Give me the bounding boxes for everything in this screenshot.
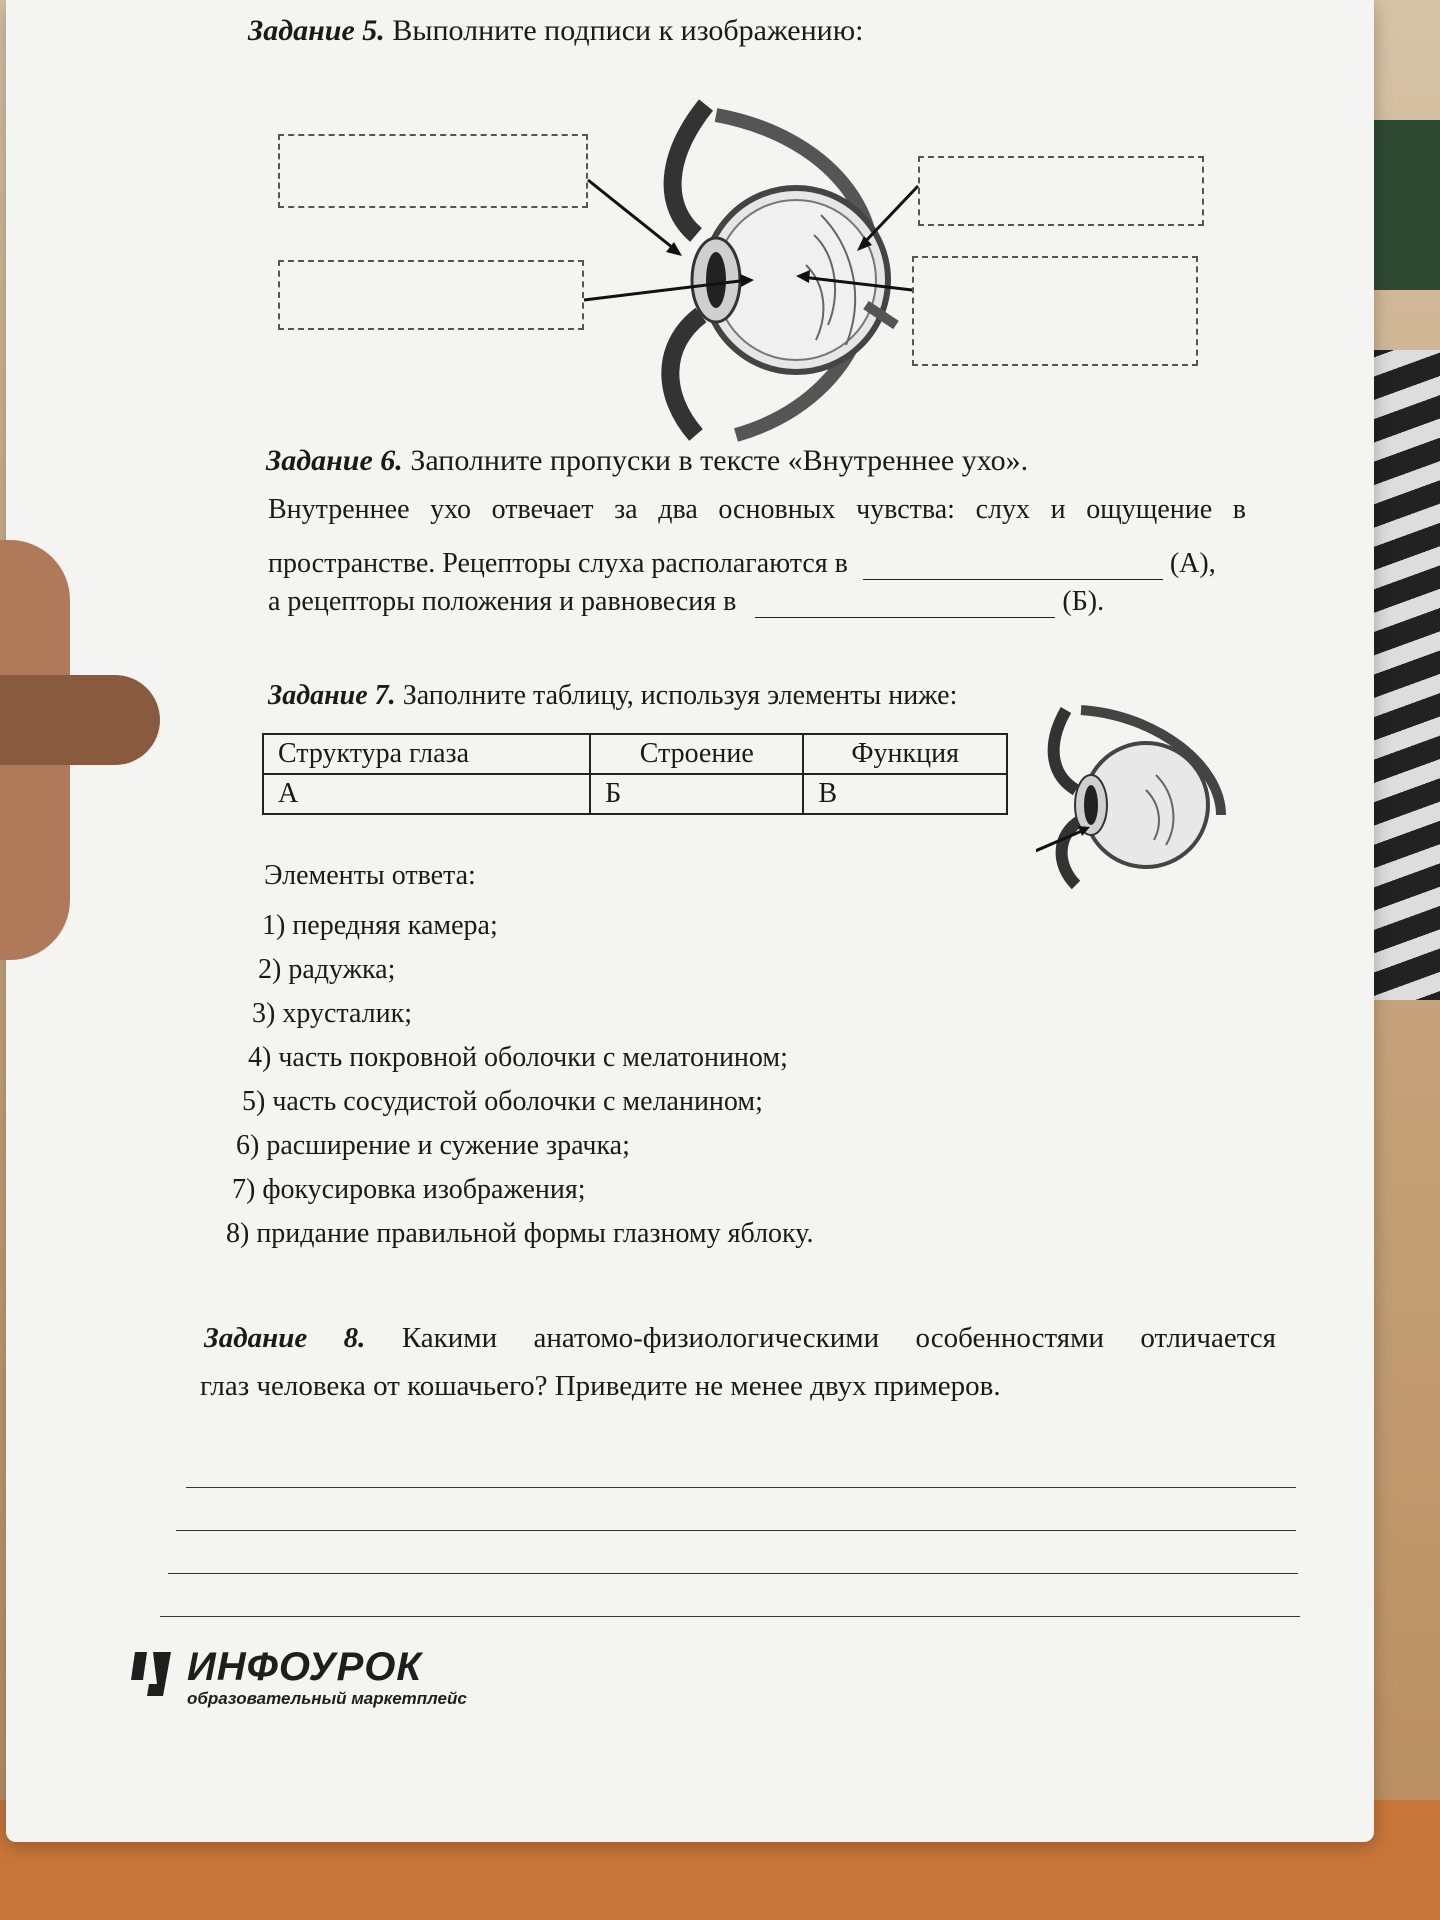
task5-number: Задание 5. bbox=[248, 14, 385, 47]
task8-number: Задание 8. bbox=[204, 1322, 366, 1354]
task6-line3-text: а рецепторы положения и равновесия в bbox=[268, 586, 737, 617]
list-item: 6) расширение и сужение зрачка; bbox=[236, 1130, 630, 1161]
task7-number: Задание 7. bbox=[268, 680, 396, 711]
task8-line1 bbox=[204, 1322, 1276, 1355]
answer-lines bbox=[156, 1445, 1306, 1617]
answer-line[interactable] bbox=[176, 1488, 1296, 1531]
list-item: 7) фокусировка изображения; bbox=[232, 1174, 586, 1205]
task6-line1: Внутреннее ухо отвечает за два основных чувства: слух и ощущение в bbox=[268, 494, 1246, 525]
answer-line[interactable] bbox=[186, 1445, 1296, 1488]
task8-line2: глаз человека от кошачьего? Приведите не менее двух примеров. bbox=[200, 1370, 1001, 1402]
table-cell-v[interactable]: В bbox=[803, 774, 1007, 814]
task7-text: Заполните таблицу, используя элементы ниже: bbox=[402, 680, 958, 711]
task6-heading bbox=[266, 444, 1028, 478]
task7-table bbox=[262, 733, 1008, 815]
answer-line[interactable] bbox=[168, 1531, 1298, 1574]
logo-name: ИНФОУРОК bbox=[187, 1645, 422, 1689]
task6-line3 bbox=[268, 586, 1248, 618]
table-header-function: Функция bbox=[803, 734, 1007, 774]
task5-text: Выполните подписи к изображению: bbox=[392, 14, 864, 47]
table-header-row bbox=[263, 734, 1007, 774]
list-item: 5) часть сосудистой оболочки с меланином; bbox=[242, 1086, 763, 1117]
blank-a[interactable] bbox=[863, 553, 1163, 580]
list-item: 8) придание правильной формы глазному яблоку. bbox=[226, 1218, 814, 1249]
table-row bbox=[263, 774, 1007, 814]
table-cell-a[interactable]: А bbox=[263, 774, 590, 814]
blank-a-mark: (А), bbox=[1169, 548, 1216, 579]
task8-line1-text: Какими анатомо-физиологическими особенностями отличается bbox=[401, 1322, 1277, 1354]
task7-heading bbox=[268, 680, 957, 712]
label-arrows bbox=[6, 0, 1374, 460]
task6-number: Задание 6. bbox=[266, 444, 403, 477]
list-item: 1) передняя камера; bbox=[262, 910, 498, 941]
table-header-build: Строение bbox=[590, 734, 803, 774]
answer-line[interactable] bbox=[160, 1574, 1300, 1617]
answers-title: Элементы ответа: bbox=[264, 860, 476, 891]
answers-list bbox=[226, 904, 814, 1256]
logo-tagline: образовательный маркетплейс bbox=[187, 1689, 467, 1708]
task6-line2-text: пространстве. Рецепторы слуха располагаются в bbox=[268, 548, 848, 579]
list-item: 4) часть покровной оболочки с мелатонином; bbox=[248, 1042, 788, 1073]
thumb bbox=[0, 675, 160, 765]
blank-b-mark: (Б). bbox=[1062, 586, 1105, 617]
task6-line2 bbox=[268, 548, 1248, 580]
list-item: 3) хрусталик; bbox=[252, 998, 412, 1029]
worksheet-page bbox=[6, 0, 1374, 1842]
task6-text: Заполните пропуски в тексте «Внутреннее ухо». bbox=[410, 444, 1029, 477]
table-cell-b[interactable]: Б bbox=[590, 774, 803, 814]
infourok-logo-icon bbox=[131, 1650, 173, 1698]
blank-b[interactable] bbox=[755, 591, 1055, 618]
table-header-structure: Структура глаза bbox=[263, 734, 590, 774]
eye-diagram-small bbox=[1036, 705, 1236, 890]
list-item: 2) радужка; bbox=[258, 954, 396, 985]
